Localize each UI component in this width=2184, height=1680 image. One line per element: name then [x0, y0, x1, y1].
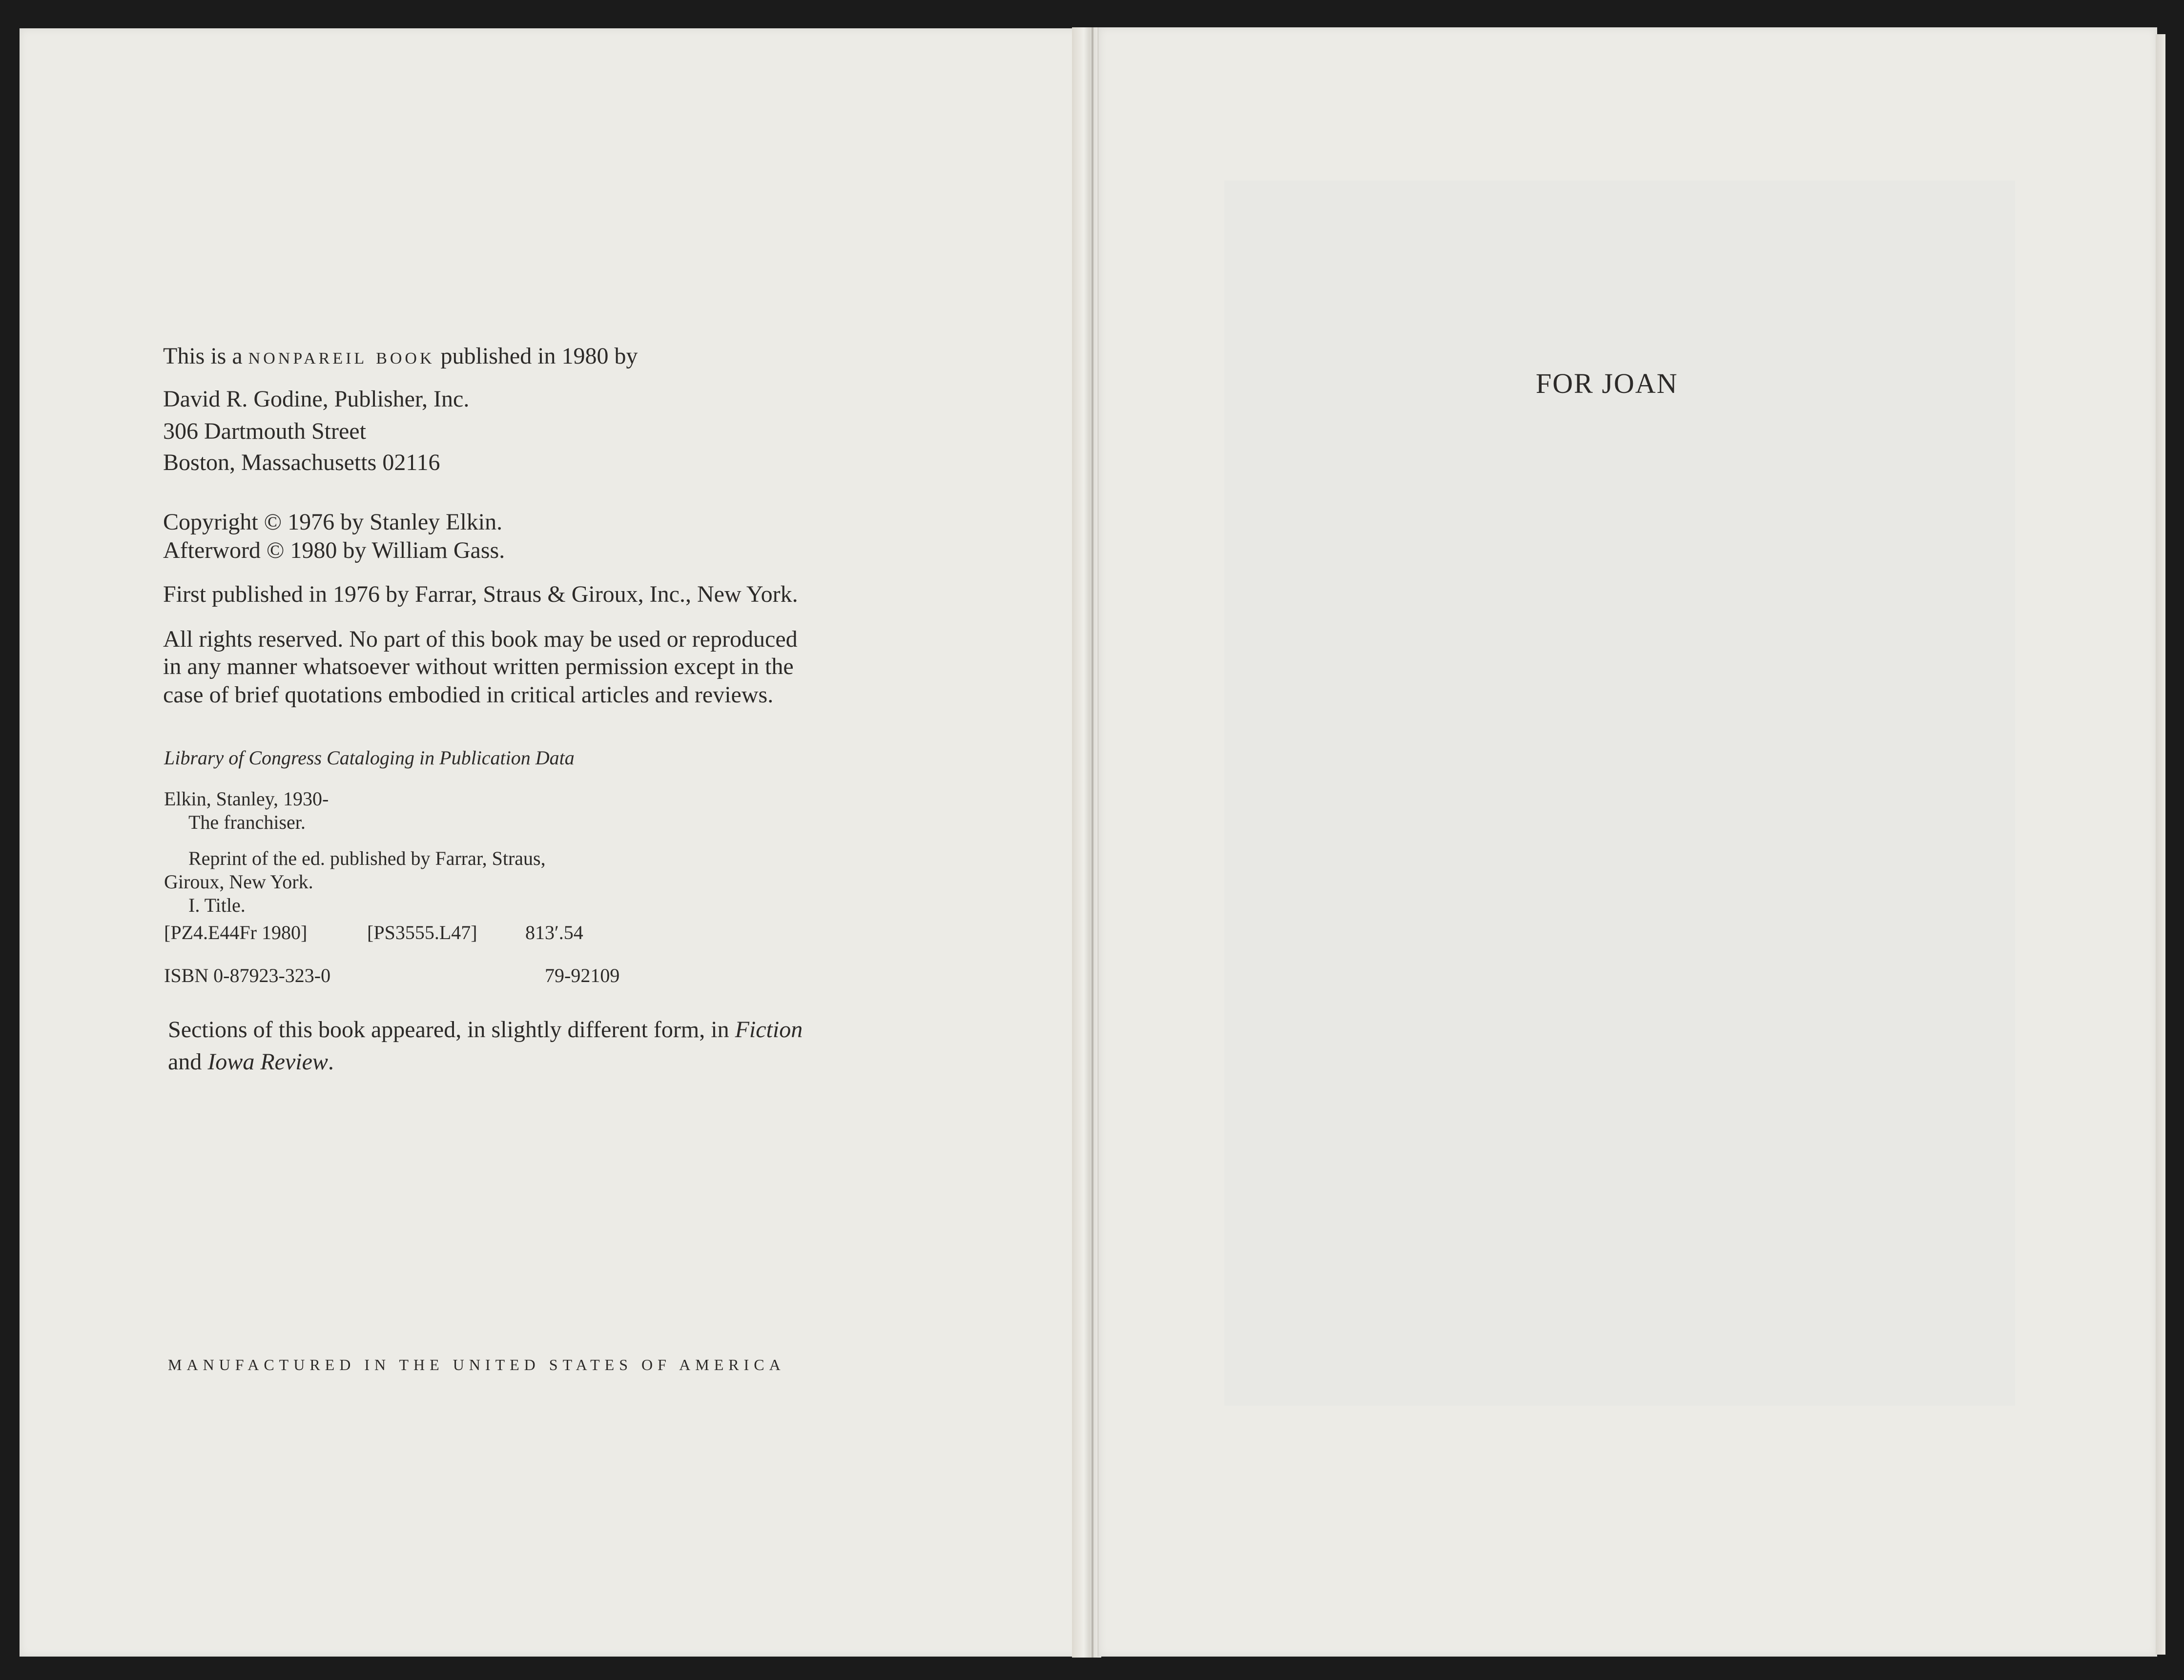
rights-line-1: All rights reserved. No part of this book may be used or reproduced — [163, 626, 798, 652]
copyright-line: Copyright © 1976 by Stanley Elkin. — [163, 509, 503, 535]
cip-note-2: Giroux, New York. — [164, 871, 313, 893]
cip-note-1: Reprint of the ed. published by Farrar, Straus, — [188, 847, 546, 869]
sections-line-2: and Iowa Review. — [168, 1049, 334, 1075]
sections-line-1: Sections of this book appeared, in slightly different form, in Fiction — [168, 1017, 803, 1043]
show-through-shadow — [1224, 181, 2015, 1406]
manufactured-line: MANUFACTURED IN THE UNITED STATES OF AMERICA — [168, 1356, 785, 1373]
first-published-line: First published in 1976 by Farrar, Straus & Giroux, Inc., New York. — [163, 581, 798, 607]
cip-class-dewey: 813′.54 — [525, 922, 583, 943]
publisher-name: David R. Godine, Publisher, Inc. — [163, 386, 470, 412]
cip-title: The franchiser. — [188, 811, 306, 833]
cip-heading: Library of Congress Cataloging in Publication Data — [164, 747, 575, 769]
right-page-edge — [2156, 34, 2165, 1655]
cip-author: Elkin, Stanley, 1930- — [164, 788, 329, 810]
publisher-line-1: This is a nonpareil book published in 1980 by — [163, 343, 638, 369]
cip-lccn: 79-92109 — [545, 964, 620, 986]
publisher-street: 306 Dartmouth Street — [163, 418, 366, 444]
cip-class-ps: [PS3555.L47] — [367, 922, 477, 943]
publisher-city: Boston, Massachusetts 02116 — [163, 450, 440, 475]
gutter — [1092, 27, 1093, 1658]
cip-class-lc: [PZ4.E44Fr 1980] — [164, 922, 308, 943]
cip-subject: I. Title. — [188, 894, 246, 916]
page-stack-edge — [1072, 27, 1101, 1658]
afterword-copyright-line: Afterword © 1980 by William Gass. — [163, 537, 505, 563]
rights-line-2: in any manner whatsoever without written permission except in the — [163, 654, 794, 679]
cip-isbn: ISBN 0-87923-323-0 — [164, 964, 331, 986]
copyright-page — [20, 28, 1093, 1657]
rights-line-3: case of brief quotations embodied in critical articles and reviews. — [163, 682, 774, 708]
dedication: FOR JOAN — [1536, 368, 1678, 399]
